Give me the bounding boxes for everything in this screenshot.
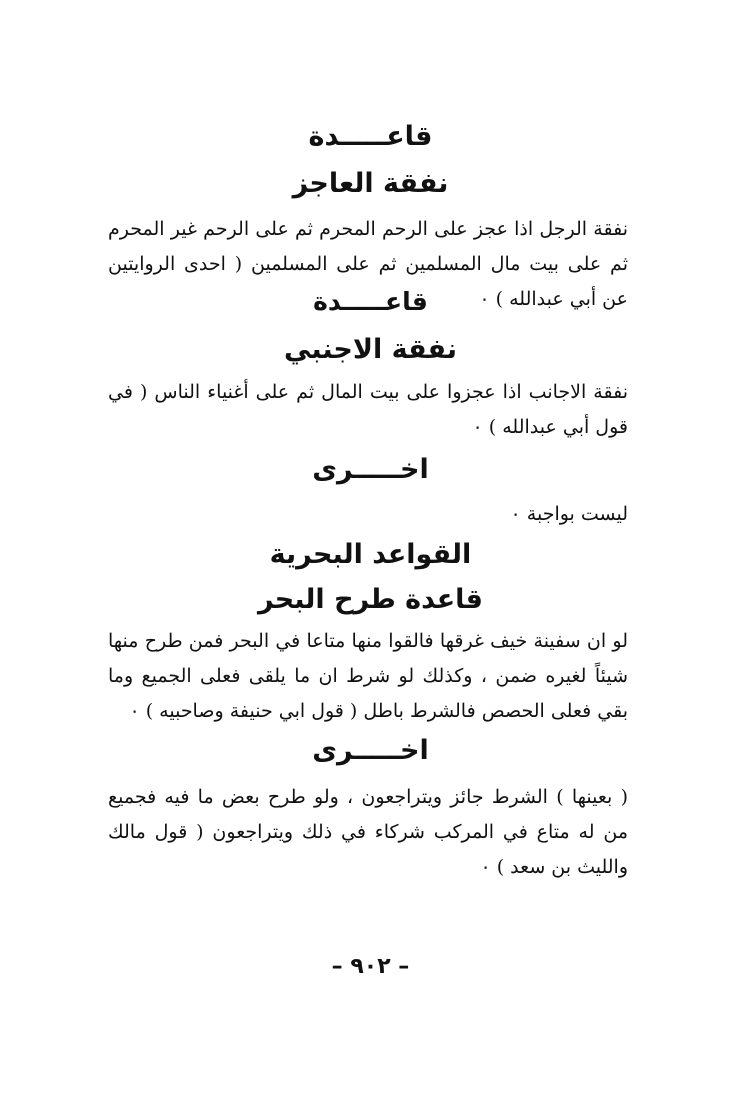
section-1-heading: قاعـــــدة — [308, 121, 433, 152]
section-2-heading: قاعـــــدة — [313, 287, 428, 316]
section-1-paragraph: نفقة الرجل اذا عجز على الرحم المحرم ثم على الرحم غير المحرم ثم على بيت مال المسلمين ثم على المسلمين ( احدى الروايتين عن أبي عبدالله ) ٠ — [108, 218, 628, 310]
section-5-heading: اخـــــرى — [312, 735, 429, 766]
page-number: – ٩٠٢ – — [331, 954, 410, 979]
section-2-title: نفقة الاجنبي — [284, 334, 457, 365]
section-3-heading: اخـــــرى — [312, 454, 429, 485]
section-4-heading: القواعد البحرية — [269, 539, 472, 570]
section-2-paragraph: نفقة الاجانب اذا عجزوا على بيت المال ثم على أغنياء الناس ( في قول أبي عبدالله ) ٠ — [108, 381, 628, 438]
section-5-paragraph: ( بعينها ) الشرط جائز ويتراجعون ، ولو طرح بعض ما فيه فجميع من له متاع في المركب شركاء في ذلك ويتراجعون ( قول مالك والليث بن سعد ) ٠ — [108, 786, 628, 878]
section-4-paragraph: لو ان سفينة خيف غرقها فالقوا منها متاعا في البحر فمن طرح منها شيئاً لغيره ضمن ، وكذلك لو شرط ان ما يلقى فعلى الجميع وما بقي فعلى الحصص فالشرط باطل ( قول ابي حنيفة وصاحبيه ) ٠ — [108, 630, 628, 722]
section-1-title: نفقة العاجز — [292, 168, 449, 199]
section-4-title: قاعدة طرح البحر — [258, 584, 483, 615]
section-3-paragraph: ليست بواجبة ٠ — [510, 503, 628, 525]
